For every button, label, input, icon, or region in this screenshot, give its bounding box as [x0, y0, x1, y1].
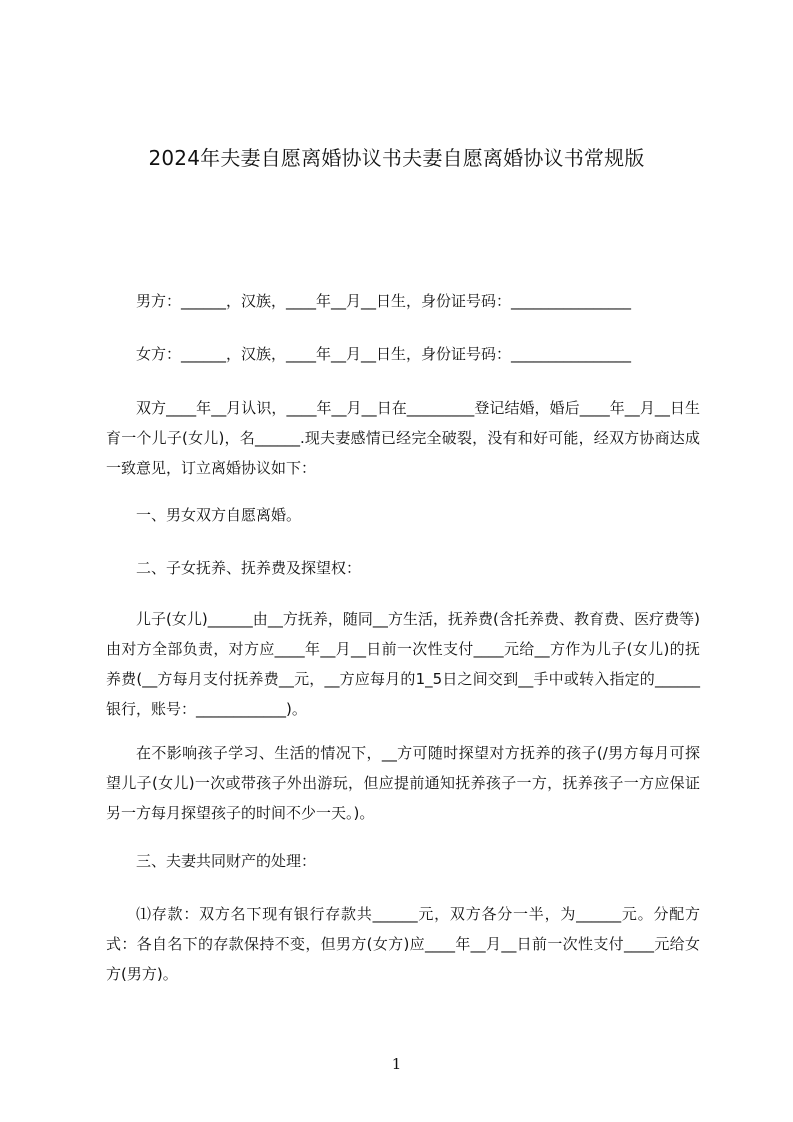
paragraph-section-two-heading: 二、子女抚养、抚养费及探望权： — [136, 559, 362, 577]
paragraph-section-one: 一、男女双方自愿离婚。 — [136, 506, 302, 524]
paragraph-visitation: 在不影响孩子学习、生活的情况下，__方可随时探望对方抚养的孩子(/男方每月可探望儿子(女儿)一次或带孩子外出游玩，但应提前通知抚养孩子一方，抚养孩子一方应保证另一方每月探望孩子的时间不少一天。)。 — [106, 744, 700, 822]
document-title: 2024年夫妻自愿离婚协议书夫妻自愿离婚协议书常规版 — [148, 146, 645, 170]
paragraph-child-custody: 儿子(女儿)______由__方抚养，随同__方生活，抚养费(含托养费、教育费、医疗费等)由对方全部负责，对方应____年__月__日前一次性支付____元给__方作为儿子(女儿)的抚养费(__方每月支付抚养费__元，__方应每月的1_5日之间交到__手中或转入指定的______银行，账号：____________)。 — [106, 610, 700, 718]
paragraph-section-three-heading: 三、夫妻共同财产的处理： — [136, 852, 317, 870]
paragraph-marriage-background: 双方____年__月认识，____年__月__日在_________登记结婚，婚后____年__月__日生育一个儿子(女儿)，名______.现夫妻感情已经完全破裂，没有和好可能，经双方协商达成一致意见，订立离婚协议如下： — [106, 399, 700, 477]
paragraph-female-party: 女方：______，汉族，____年__月__日生，身份证号码：________________ — [136, 345, 632, 363]
page-number: 1 — [391, 1055, 402, 1073]
paragraph-male-party: 男方：______，汉族，____年__月__日生，身份证号码：________________ — [136, 292, 632, 310]
paragraph-savings: ⑴存款：双方名下现有银行存款共______元，双方各分一半，为______元。分配方式：各自名下的存款保持不变，但男方(女方)应____年__月__日前一次性支付____元给女方(男方)。 — [106, 905, 700, 983]
